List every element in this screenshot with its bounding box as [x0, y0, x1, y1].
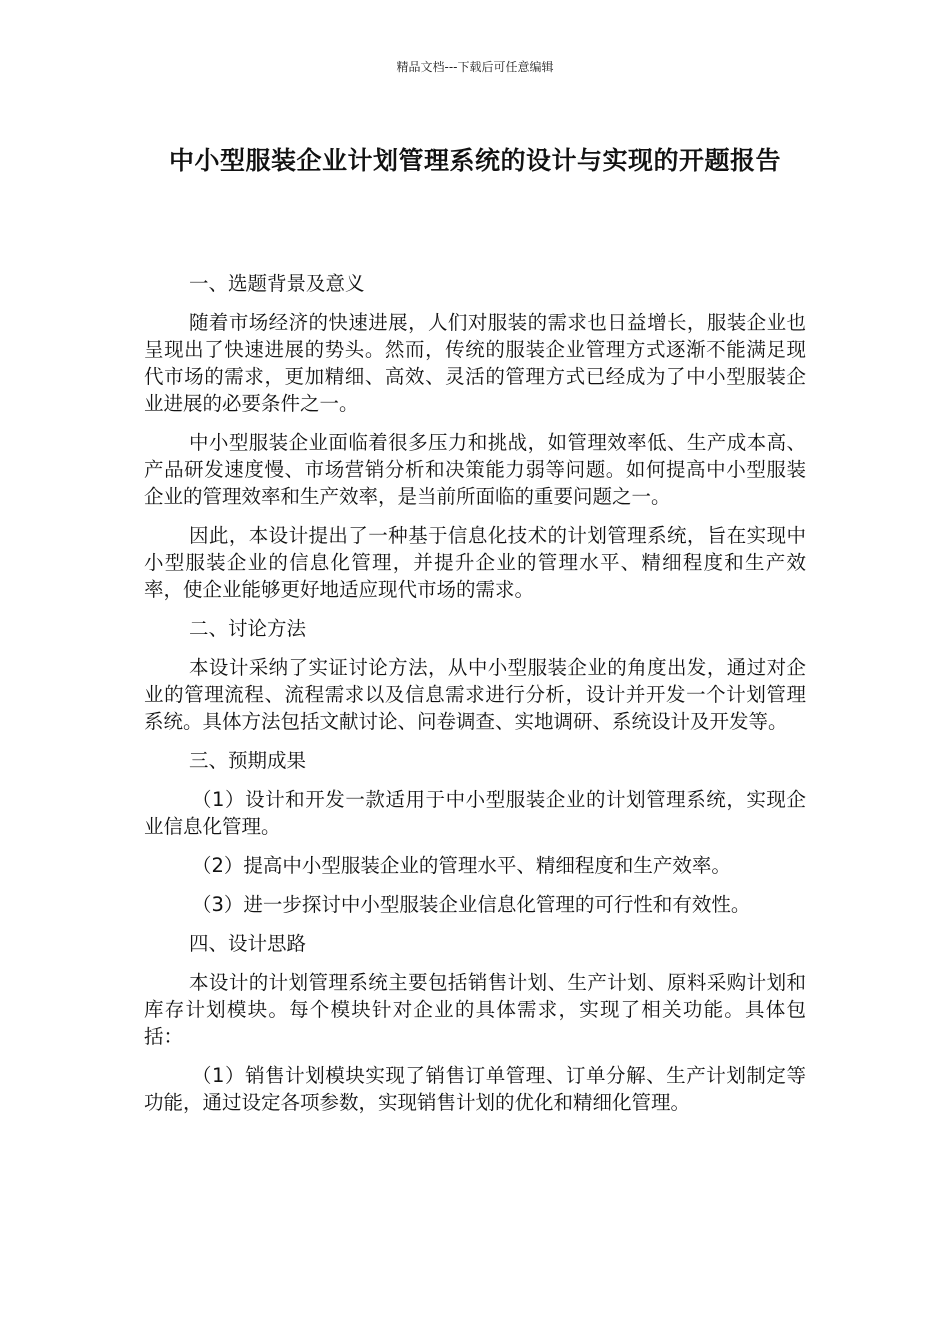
- section-heading-design: 四、设计思路: [189, 932, 307, 955]
- list-item: （1）设计和开发一款适用于中小型服装企业的计划管理系统，实现企业信息化管理。: [144, 788, 806, 838]
- list-item: （2）提高中小型服装企业的管理水平、精细程度和生产效率。: [192, 854, 731, 877]
- section-heading-expected-results: 三、预期成果: [189, 749, 307, 772]
- list-item: （1）销售计划模块实现了销售订单管理、订单分解、生产计划制定等功能，通过设定各项参数，实现销售计划的优化和精细化管理。: [144, 1064, 806, 1114]
- paragraph: 本设计采纳了实证讨论方法，从中小型服装企业的角度出发，通过对企业的管理流程、流程需求以及信息需求进行分析，设计并开发一个计划管理系统。具体方法包括文献讨论、问卷调查、实地调研、系统设计及开发等。: [144, 656, 806, 733]
- section-heading-methods: 二、讨论方法: [189, 617, 307, 640]
- header-note: 精品文档---下载后可任意编辑: [396, 60, 554, 74]
- list-item: （3）进一步探讨中小型服装企业信息化管理的可行性和有效性。: [192, 893, 751, 916]
- paragraph: 随着市场经济的快速进展，人们对服装的需求也日益增长，服装企业也呈现出了快速进展的势头。然而，传统的服装企业管理方式逐渐不能满足现代市场的需求，更加精细、高效、灵活的管理方式已经成为了中小型服装企业进展的必要条件之一。: [144, 311, 806, 415]
- document-title: 中小型服装企业计划管理系统的设计与实现的开题报告: [168, 146, 781, 175]
- paragraph: 因此，本设计提出了一种基于信息化技术的计划管理系统，旨在实现中小型服装企业的信息化管理，并提升企业的管理水平、精细程度和生产效率，使企业能够更好地适应现代市场的需求。: [144, 524, 806, 601]
- paragraph: 中小型服装企业面临着很多压力和挑战，如管理效率低、生产成本高、产品研发速度慢、市场营销分析和决策能力弱等问题。如何提高中小型服装企业的管理效率和生产效率，是当前所面临的重要问题之一。: [144, 431, 806, 508]
- document-body: [144, 270, 806, 1128]
- paragraph: 本设计的计划管理系统主要包括销售计划、生产计划、原料采购计划和库存计划模块。每个模块针对企业的具体需求，实现了相关功能。具体包括：: [144, 971, 806, 1048]
- section-heading-background: 一、选题背景及意义: [189, 272, 365, 295]
